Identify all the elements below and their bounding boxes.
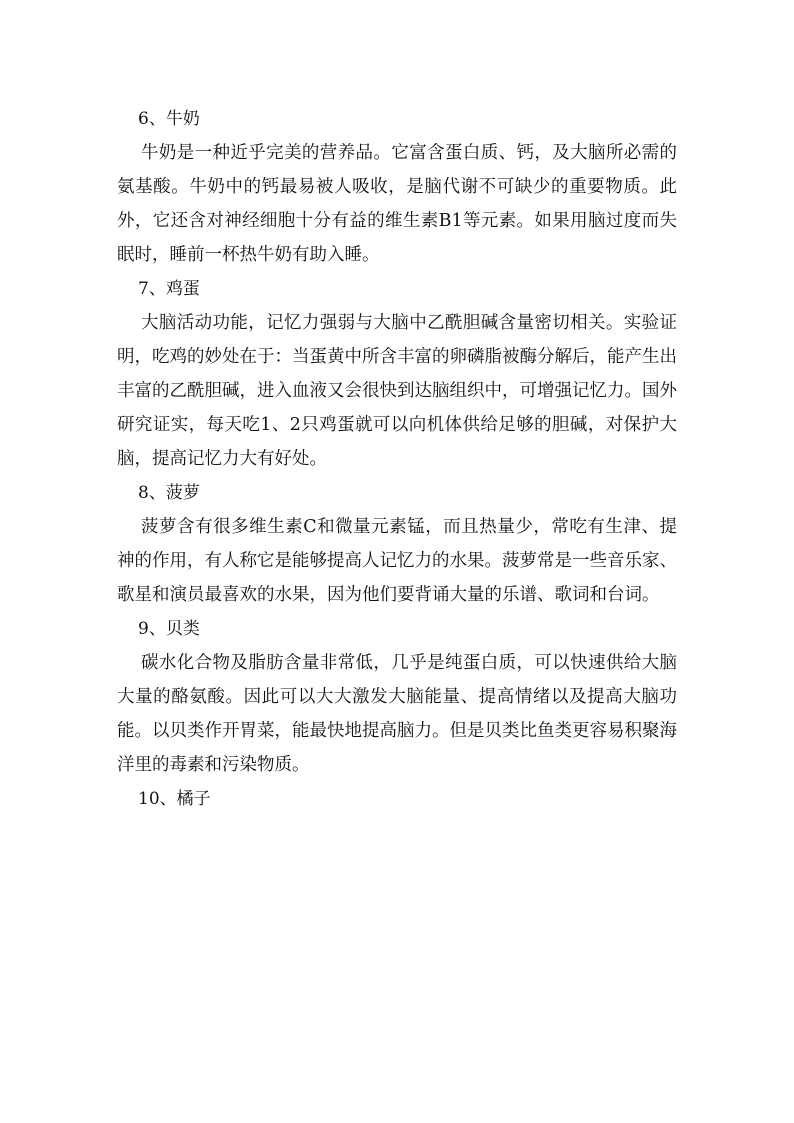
section-heading: 6、牛奶 (138, 109, 200, 129)
section-milk (117, 102, 677, 272)
section-paragraph: 碳水化合物及脂肪含量非常低，几乎是纯蛋白质，可以快速供给大脑大量的酪氨酸。因此可以大大激发大脑能量、提高情绪以及提高大脑功能。以贝类作开胃菜，能最快地提高脑力。但是贝类比鱼类更容易积聚海洋里的毒素和污染物质。 (117, 653, 677, 775)
section-paragraph: 大脑活动功能，记忆力强弱与大脑中乙酰胆碱含量密切相关。实验证明，吃鸡的妙处在于：当蛋黄中所含丰富的卵磷脂被酶分解后，能产生出丰富的乙酰胆碱，进入血液又会很快到达脑组织中，可增强记忆力。国外研究证实，每天吃1、2只鸡蛋就可以向机体供给足够的胆碱，对保护大脑，提高记忆力大有好处。 (117, 313, 677, 469)
section-egg (117, 272, 677, 476)
section-pineapple (117, 476, 677, 612)
section-shellfish (117, 612, 677, 782)
document-body (117, 102, 677, 816)
section-orange (117, 782, 677, 816)
section-heading: 8、菠萝 (138, 483, 200, 503)
section-paragraph: 菠萝含有很多维生素C和微量元素锰，而且热量少，常吃有生津、提神的作用，有人称它是能够提高人记忆力的水果。菠萝常是一些音乐家、歌星和演员最喜欢的水果，因为他们要背诵大量的乐谱、歌词和台词。 (117, 517, 677, 605)
section-heading: 7、鸡蛋 (138, 279, 200, 299)
section-heading: 9、贝类 (138, 619, 200, 639)
section-heading: 10、橘子 (138, 789, 211, 809)
section-paragraph: 牛奶是一种近乎完美的营养品。它富含蛋白质、钙，及大脑所必需的氨基酸。牛奶中的钙最易被人吸收，是脑代谢不可缺少的重要物质。此外，它还含对神经细胞十分有益的维生素B1等元素。如果用脑过度而失眠时，睡前一杯热牛奶有助入睡。 (117, 143, 677, 265)
